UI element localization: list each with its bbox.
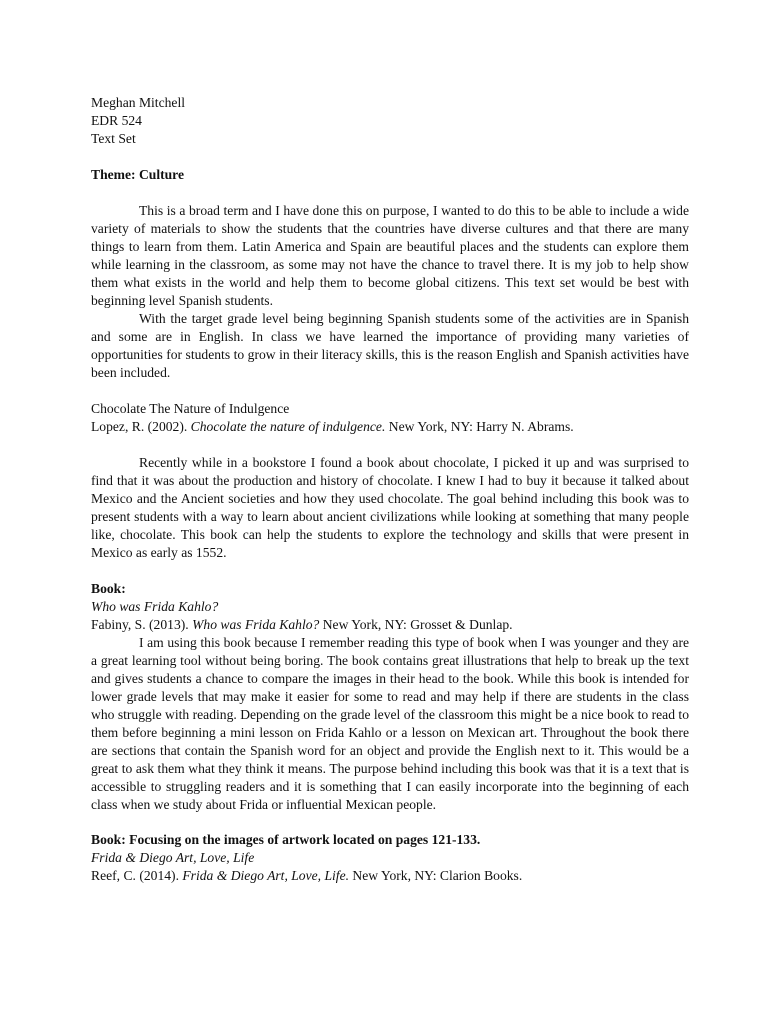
citation-author: Fabiny, S. (2013). — [91, 617, 193, 632]
citation-title: Chocolate the nature of indulgence. — [190, 419, 386, 434]
entry3-heading: Book: Focusing on the images of artwork located on pages 121-133. — [91, 832, 481, 847]
citation-publisher: New York, NY: Grosset & Dunlap. — [319, 617, 513, 632]
citation-author: Reef, C. (2014). — [91, 868, 183, 883]
entry2-heading: Book: — [91, 581, 126, 596]
document-body — [91, 94, 689, 885]
intro-paragraph-2: With the target grade level being beginning Spanish students some of the activities are in Spanish and some are in English. In class we have learned the importance of providing many varieties of opportunities for students to grow in their literacy skills, this is the reason English and Spanish activities have been included. — [91, 311, 689, 380]
entry2-citation — [91, 616, 689, 634]
citation-title: Who was Frida Kahlo? — [192, 617, 320, 632]
citation-publisher: New York, NY: Harry N. Abrams. — [385, 419, 574, 434]
citation-publisher: New York, NY: Clarion Books. — [349, 868, 523, 883]
author-name: Meghan Mitchell — [91, 95, 186, 110]
entry1-title: Chocolate The Nature of Indulgence — [91, 401, 290, 416]
citation-title: Frida & Diego Art, Love, Life. — [182, 868, 350, 883]
entry3-citation — [91, 867, 689, 885]
citation-author: Lopez, R. (2002). — [91, 419, 191, 434]
course-code: EDR 524 — [91, 113, 142, 128]
entry1-body: Recently while in a bookstore I found a book about chocolate, I picked it up and was surprised to find that it was about the production and history of chocolate. I knew I had to buy it because it talked about Mexico and the Ancient societies and how they used chocolate. The goal behind including this book was to present students with a way to learn about ancient civilizations while looking at something that many people like, chocolate. This book can help the students to explore the technology and skills that were present in Mexico as early as 1552. — [91, 455, 689, 560]
entry3-title: Frida & Diego Art, Love, Life — [91, 850, 255, 865]
theme-heading: Theme: Culture — [91, 167, 185, 182]
intro-paragraph-1: This is a broad term and I have done this on purpose, I wanted to do this to be able to include a wide variety of materials to show the students that the countries have diverse cultures and that there are many things to learn from them. Latin America and Spain are beautiful places and the students can explore them while learning in the classroom, as some may not have the chance to travel there. It is my job to help show them what exists in the world and help them to become global citizens. This text set would be best with beginning level Spanish students. — [91, 203, 689, 308]
entry2-title: Who was Frida Kahlo? — [91, 599, 219, 614]
assignment-title: Text Set — [91, 131, 136, 146]
entry1-citation — [91, 418, 689, 436]
entry2-body: I am using this book because I remember reading this type of book when I was younger and they are a great learning tool without being boring. The book contains great illustrations that help to break up the text and gives students a chance to compare the images in their head to the book. While this book is intended for lower grade levels that may make it easier for some to read and may help if there are students in the class who struggle with reading. Depending on the grade level of the classroom this might be a nice book to read to them before beginning a mini lesson on Frida Kahlo or a lesson on Mexican art. Throughout the book there are sections that contain the Spanish word for an object and provide the English next to it. This would be a great to ask them what they think it means. The purpose behind including this book was that it is a text that is accessible to struggling readers and it is something that I can easily incorporate into the beginning of each class when we study about Frida or influential Mexican people. — [91, 635, 689, 812]
